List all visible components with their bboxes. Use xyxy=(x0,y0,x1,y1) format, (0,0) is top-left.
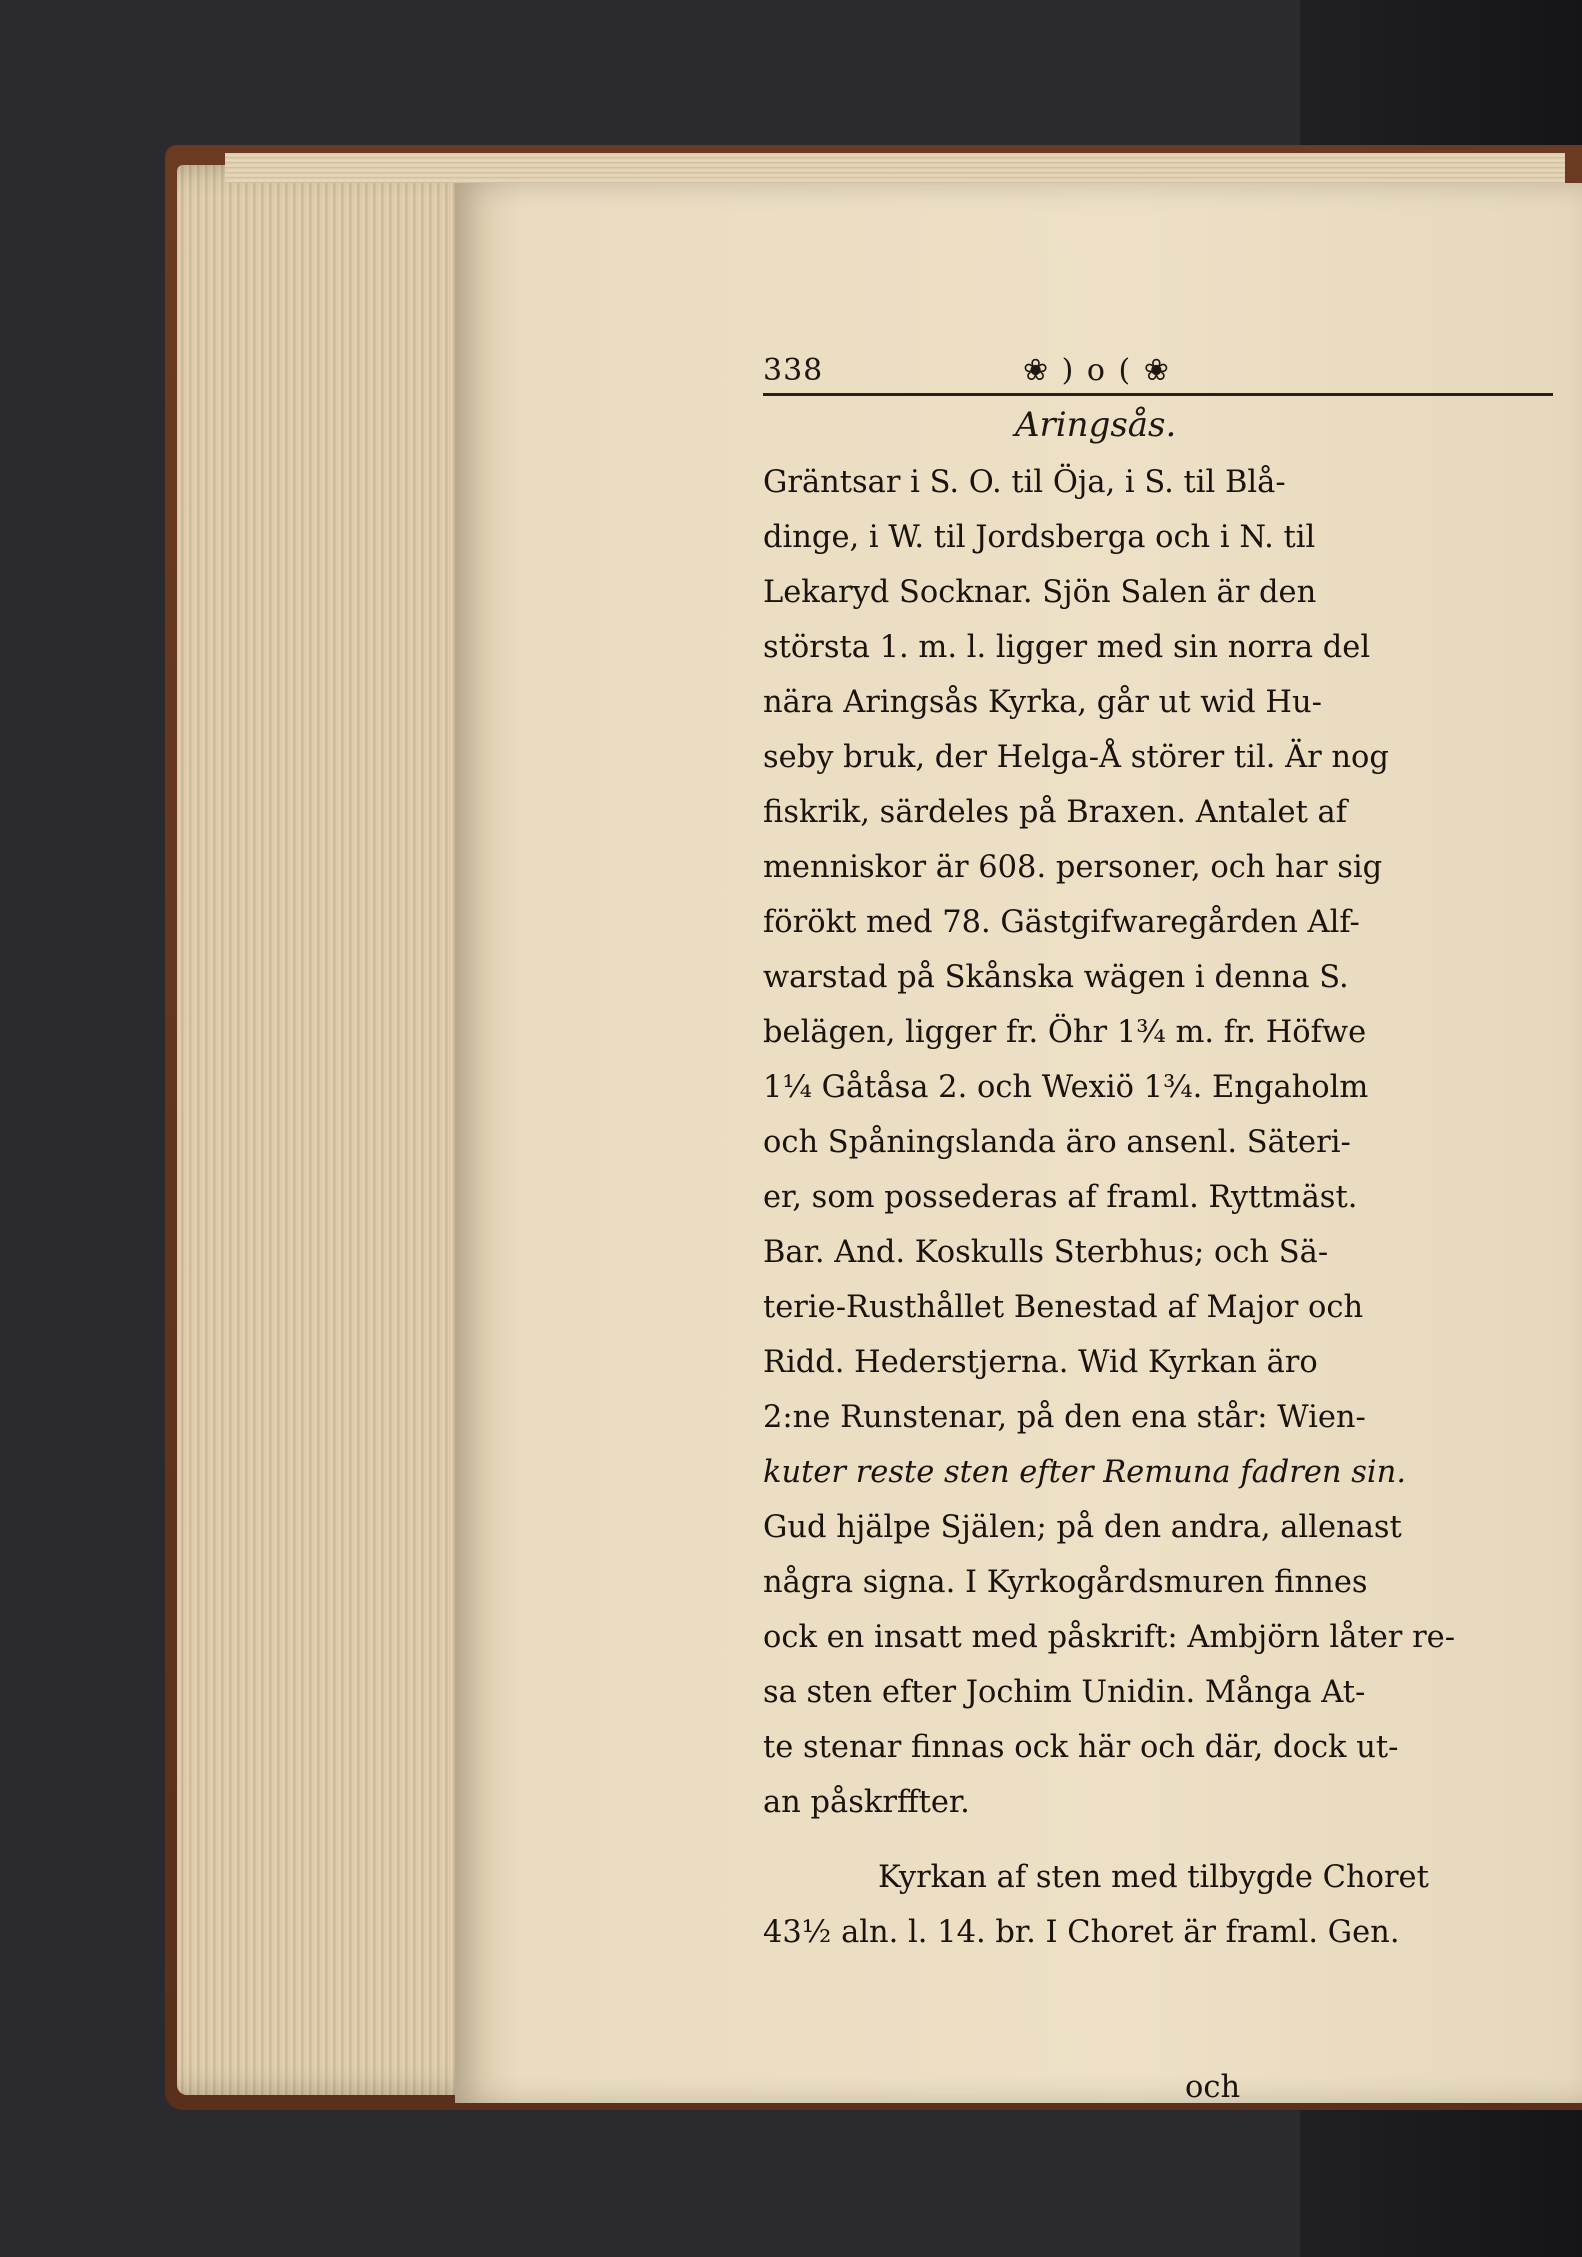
text-line: seby bruk, der Helga-Å störer til. Är nog xyxy=(763,740,1389,775)
text-line: belägen, ligger fr. Öhr 1¾ m. fr. Höfwe xyxy=(763,1015,1367,1050)
page-text xyxy=(763,455,1553,1960)
text-line: största 1. m. l. ligger med sin norra del xyxy=(763,630,1371,665)
text-line: dinge, i W. til Jordsberga och i N. til xyxy=(763,520,1316,555)
text-line: warstad på Skånska wägen i denna S. xyxy=(763,960,1349,995)
page-stack-edge xyxy=(177,165,497,2095)
text-line: 1¼ Gåtåsa 2. och Wexiö 1¾. Engaholm xyxy=(763,1070,1369,1105)
text-line: Ridd. Hederstjerna. Wid Kyrkan äro xyxy=(763,1345,1318,1380)
text-line: menniskor är 608. personer, och har sig xyxy=(763,850,1383,885)
catchword: och xyxy=(1185,2070,1241,2105)
text-line: te stenar finnas ock här och där, dock ut- xyxy=(763,1730,1399,1765)
text-line: förökt med 78. Gästgifwaregården Alf- xyxy=(763,905,1360,940)
text-line: några signa. I Kyrkogårdsmuren finnes xyxy=(763,1565,1368,1600)
text-line: 2:ne Runstenar, på den ena står: Wien- xyxy=(763,1400,1366,1435)
text-line: sa sten efter Jochim Unidin. Många At- xyxy=(763,1675,1366,1710)
text-line: 43½ aln. l. 14. br. I Choret är framl. Gen. xyxy=(763,1915,1400,1950)
text-line: Gud hjälpe Själen; på den andra, allenast xyxy=(763,1510,1402,1545)
header-ornament: ❀ ) o ( ❀ xyxy=(1023,353,1171,388)
text-line: Lekaryd Socknar. Sjön Salen är den xyxy=(763,575,1317,610)
book-page xyxy=(455,183,1582,2103)
text-line: an påskrffter. xyxy=(763,1785,970,1820)
text-line: Gräntsar i S. O. til Öja, i S. til Blå- xyxy=(763,465,1286,500)
text-line: er, som possederas af framl. Ryttmäst. xyxy=(763,1180,1358,1215)
text-line: terie-Rusthållet Benestad af Major och xyxy=(763,1290,1364,1325)
text-line: och Spåningslanda äro ansenl. Säteri- xyxy=(763,1125,1351,1160)
header-rule xyxy=(763,393,1553,396)
text-line: fiskrik, särdeles på Braxen. Antalet af xyxy=(763,795,1348,830)
text-line: ock en insatt med påskrift: Ambjörn låter re- xyxy=(763,1620,1455,1655)
page-number: 338 xyxy=(763,353,824,388)
paragraph-gap xyxy=(763,1830,1553,1850)
text-line: Bar. And. Koskulls Sterbhus; och Sä- xyxy=(763,1235,1329,1270)
open-book xyxy=(165,135,1582,2110)
running-title: Aringsås. xyxy=(1015,405,1177,445)
text-line-italic: kuter reste sten efter Remuna fadren sin. xyxy=(763,1455,1407,1490)
text-line: nära Aringsås Kyrka, går ut wid Hu- xyxy=(763,685,1322,720)
page-top-edge xyxy=(225,153,1565,183)
text-line: Kyrkan af sten med tilbygde Choret xyxy=(878,1860,1429,1895)
